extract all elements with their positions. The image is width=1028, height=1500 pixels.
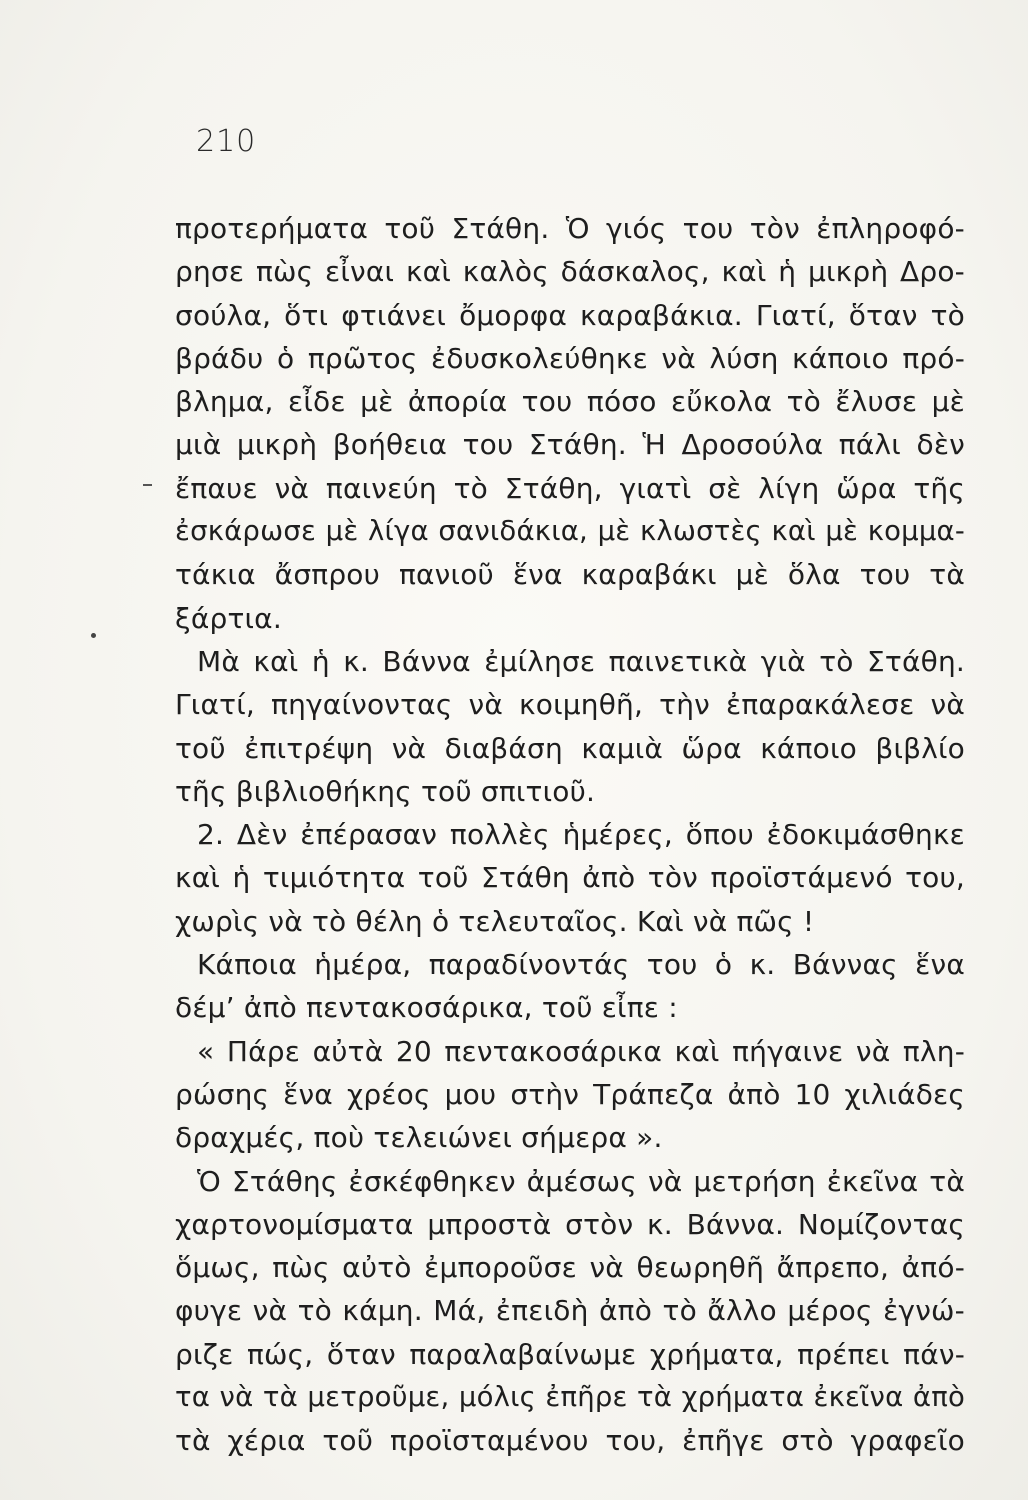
text-line: τὰ χέρια τοῦ προϊσταμένου του, ἐπῆγε στὸ γραφεῖο [175, 1424, 965, 1458]
text-line: ἐσκάρωσε μὲ λίγα σανιδάκια, μὲ κλωστὲς καὶ μὲ κομμα- [175, 515, 965, 548]
text-line: ἔπαυε νὰ παινεύη τὸ Στάθη, γιατὶ σὲ λίγη ὥρα τῆς [175, 471, 965, 505]
margin-mark [91, 633, 96, 638]
text-line: χαρτονομίσματα μπροστὰ στὸν κ. Βάννα. Νομίζοντας [175, 1207, 965, 1241]
text-line: 2. Δὲν ἐπέρασαν πολλὲς ἡμέρες, ὅπου ἐδοκιμάσθηκε [197, 818, 965, 852]
text-line: Γιατί, πηγαίνοντας νὰ κοιμηθῆ, τὴν ἐπαρακάλεσε νὰ [175, 688, 965, 722]
text-line: καὶ ἡ τιμιότητα τοῦ Στάθη ἀπὸ τὸν προϊστάμενό του, [175, 861, 965, 895]
text-line: βράδυ ὁ πρῶτος ἐδυσκολεύθηκε νὰ λύση κάποιο πρό- [175, 341, 965, 375]
page-number: 210 [196, 124, 257, 159]
text-line: ρησε πὼς εἶναι καὶ καλὸς δάσκαλος, καὶ ἡ μικρὴ Δρο- [175, 255, 965, 289]
text-line: σούλα, ὅτι φτιάνει ὄμορφα καραβάκια. Γιατί, ὅταν τὸ [175, 298, 965, 332]
text-line: δραχμές, ποὺ τελειώνει σήμερα ». [175, 1121, 663, 1155]
text-line: τοῦ ἐπιτρέψη νὰ διαβάση καμιὰ ὥρα κάποιο βιβλίο [175, 731, 965, 765]
text-line: Κάποια ἡμέρα, παραδίνοντάς του ὁ κ. Βάννας ἕνα [197, 948, 965, 982]
text-line: μιὰ μικρὴ βοήθεια του Στάθη. Ἡ Δροσούλα πάλι δὲν [175, 428, 965, 462]
body-text [175, 207, 965, 1463]
text-line: ξάρτια. [175, 601, 282, 635]
margin-mark [143, 484, 152, 486]
text-line: ριζε πώς, ὅταν παραλαβαίνωμε χρήματα, πρέπει πάν- [175, 1337, 965, 1371]
text-line: ρώσης ἕνα χρέος μου στὴν Τράπεζα ἀπὸ 10 χιλιάδες [175, 1077, 965, 1111]
text-line: « Πάρε αὐτὰ 20 πεντακοσάρικα καὶ πήγαινε νὰ πλη- [197, 1034, 965, 1068]
text-line: Ὁ Στάθης ἐσκέφθηκεν ἀμέσως νὰ μετρήση ἐκεῖνα τὰ [197, 1164, 965, 1198]
text-line: ὅμως, πὼς αὐτὸ ἐμποροῦσε νὰ θεωρηθῆ ἄπρεπο, ἀπό- [175, 1251, 965, 1285]
text-line: τῆς βιβλιοθήκης τοῦ σπιτιοῦ. [175, 774, 596, 808]
text-line: τα νὰ τὰ μετροῦμε, μόλις ἐπῆρε τὰ χρήματα ἐκεῖνα ἀπὸ [175, 1381, 965, 1414]
text-line: δέμ’ ἀπὸ πεντακοσάρικα, τοῦ εἶπε : [175, 991, 678, 1025]
text-line: Μὰ καὶ ἡ κ. Βάννα ἐμίλησε παινετικὰ γιὰ τὸ Στάθη. [197, 644, 965, 678]
text-line: προτερήματα τοῦ Στάθη. Ὁ γιός του τὸν ἐπληροφό- [175, 212, 965, 245]
text-line: βλημα, εἶδε μὲ ἀπορία του πόσο εὔκολα τὸ ἔλυσε μὲ [175, 385, 965, 419]
text-line: χωρὶς νὰ τὸ θέλη ὁ τελευταῖος. Καὶ νὰ πῶς ! [175, 904, 815, 938]
text-line: τάκια ἄσπρου πανιοῦ ἕνα καραβάκι μὲ ὅλα του τὰ [175, 558, 965, 592]
text-line: φυγε νὰ τὸ κάμη. Μά, ἐπειδὴ ἀπὸ τὸ ἄλλο μέρος ἐγνώ- [175, 1294, 965, 1328]
